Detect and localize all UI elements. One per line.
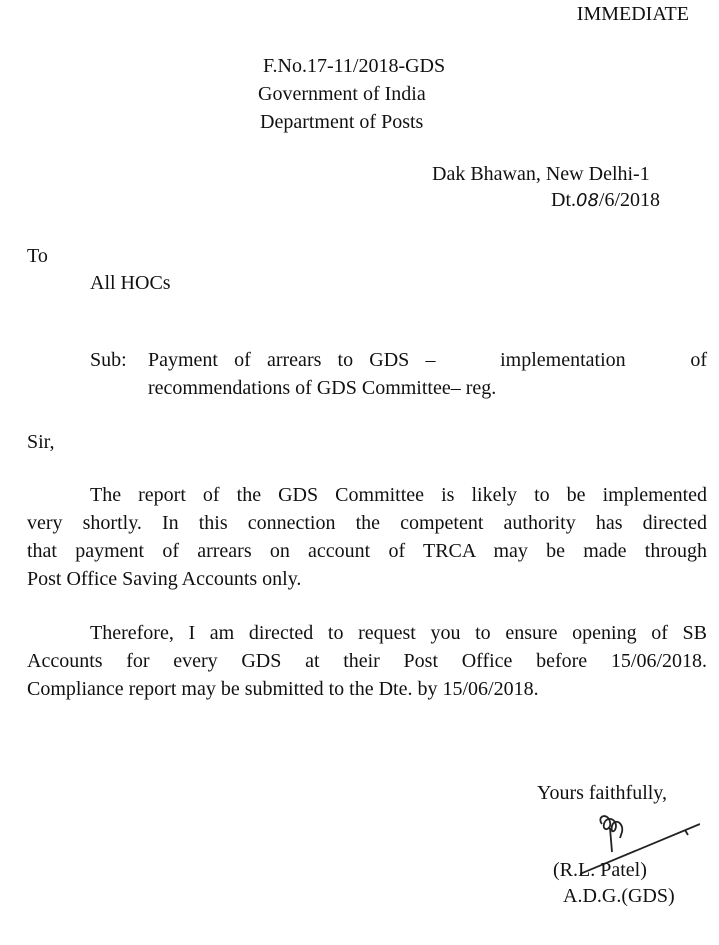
subject-label: Sub: [90,349,127,371]
date-prefix: Dt. [551,189,576,211]
department-name: Department of Posts [260,111,424,133]
letter-date [551,188,660,213]
file-number: F.No.17-11/2018-GDS [263,55,446,77]
subject-line-1: Payment of arrears to GDS – implementation of [148,349,707,371]
para2-line: Accounts for every GDS at their Post Office before 15/06/2018. [27,650,707,672]
para1-line: very shortly. In this connection the competent authority has directed [27,512,707,534]
recipient: All HOCs [90,272,171,294]
salutation: Sir, [27,431,55,453]
sender-address: Dak Bhawan, New Delhi-1 [432,163,650,185]
date-day-handwritten: 08 [576,190,599,211]
signatory-name: (R.L. Patel) [553,859,647,881]
to-label: To [27,245,48,267]
para2-line: Compliance report may be submitted to the Dte. by 15/06/2018. [27,678,539,700]
priority-label: IMMEDIATE [576,3,689,25]
government-name: Government of India [258,83,426,105]
signatory-designation: A.D.G.(GDS) [563,885,675,907]
subject-line-2: recommendations of GDS Committee– reg. [148,377,497,399]
para1-line: The report of the GDS Committee is likely to be implemented [90,484,707,506]
para2-line: Therefore, I am directed to request you to ensure opening of SB [90,622,707,644]
date-rest: /6/2018 [598,189,661,211]
valediction: Yours faithfully, [537,782,668,804]
para1-line: Post Office Saving Accounts only. [27,568,302,590]
para1-line: that payment of arrears on account of TRCA may be made through [27,540,707,562]
